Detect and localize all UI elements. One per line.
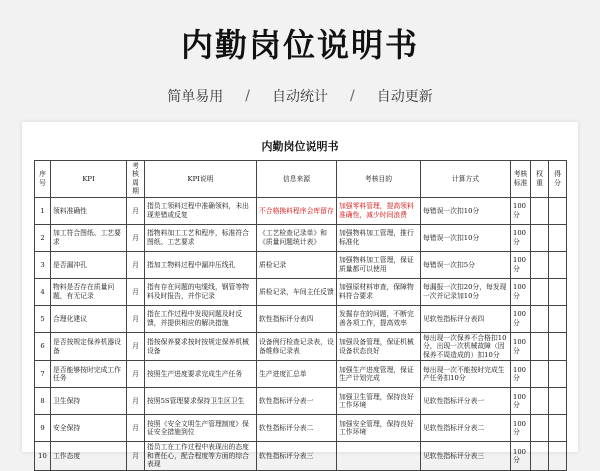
column-header: 权重 (531, 161, 549, 198)
kpi-standard: 100分 (511, 278, 531, 305)
row-number: 4 (35, 278, 51, 305)
column-header: 考核周期 (127, 161, 145, 198)
kpi-table-body (35, 197, 567, 470)
kpi-cycle: 月 (127, 388, 145, 415)
kpi-name: 安全保持 (51, 415, 127, 442)
kpi-purpose: 加强原材料审查，保障物料符合要求 (337, 278, 421, 305)
kpi-purpose: 加强安全管理，保持良好工作环境 (337, 415, 421, 442)
tagline-item: 简单易用 (167, 89, 224, 105)
kpi-description: 指加工物料过程中漏冲压线孔 (145, 251, 257, 278)
info-source: 《工艺检查记录单》和《质量问题统计表》 (257, 224, 337, 251)
kpi-weight (531, 251, 549, 278)
kpi-purpose: 加强卫生管理，保持良好工作环境 (337, 388, 421, 415)
kpi-score (549, 332, 567, 360)
kpi-score (549, 251, 567, 278)
kpi-name: 是否能够按时完成工作任务 (51, 361, 127, 388)
kpi-cycle: 月 (127, 224, 145, 251)
column-header: KPI (51, 161, 127, 198)
info-source: 软性指标评分表三 (257, 442, 337, 470)
calc-method: 每出现一次保养不合格扣10分，出现一次机械故障（因保养不周造成的）扣10分 (421, 332, 511, 360)
kpi-description: 按照《安全文明生产管理制度》保证安全措施到位 (145, 415, 257, 442)
column-header: 考核标准 (511, 161, 531, 198)
kpi-standard: 100分 (511, 361, 531, 388)
kpi-score (549, 361, 567, 388)
kpi-purpose: 加强生产进度管理，保证生产计划完成 (337, 361, 421, 388)
row-number: 2 (35, 224, 51, 251)
kpi-standard: 100分 (511, 305, 531, 332)
document-preview (22, 122, 578, 469)
kpi-description: 指有存在问题的电缆线，钢管等物料及时报告，并作记录 (145, 278, 257, 305)
row-number: 3 (35, 251, 51, 278)
kpi-weight (531, 415, 549, 442)
calc-method: 每错误一次扣10分 (421, 197, 511, 224)
kpi-score (549, 224, 567, 251)
hero-title: 内勤岗位说明书 (180, 26, 419, 64)
column-header: 得分 (549, 161, 567, 198)
row-number: 6 (35, 332, 51, 360)
table-row (35, 415, 567, 442)
calc-method: 见软性指标评分表一 (421, 388, 511, 415)
table-row (35, 197, 567, 224)
kpi-standard: 100分 (511, 442, 531, 470)
calc-method: 见软性指标评分表二 (421, 415, 511, 442)
kpi-cycle: 月 (127, 305, 145, 332)
kpi-standard: 100分 (511, 415, 531, 442)
info-source: 质检记录，车间主任反馈 (257, 278, 337, 305)
kpi-weight (531, 197, 549, 224)
tagline-item: 自动更新 (376, 89, 433, 105)
tagline-separator: / (245, 88, 250, 104)
kpi-purpose: 加强零料管理，提高领料准确性，减少时间浪费 (337, 197, 421, 224)
tagline-separator: / (350, 88, 355, 104)
table-row (35, 251, 567, 278)
kpi-cycle: 月 (127, 278, 145, 305)
column-header: 计算方式 (421, 161, 511, 198)
tagline (0, 86, 600, 106)
kpi-weight (531, 388, 549, 415)
column-header: 序号 (35, 161, 51, 198)
column-header: 信息来源 (257, 161, 337, 198)
kpi-purpose: 加强物料加工管理，推行标准化 (337, 224, 421, 251)
row-number: 10 (35, 442, 51, 470)
info-source: 质检记录 (257, 251, 337, 278)
kpi-description: 按照生产进度要求完成生产任务 (145, 361, 257, 388)
kpi-weight (531, 361, 549, 388)
kpi-name: 合理化建议 (51, 305, 127, 332)
kpi-purpose: 加强设备管理，保证机械设备状态良好 (337, 332, 421, 360)
kpi-table (34, 160, 567, 471)
kpi-description: 指在工作过程中发现问题及时反馈，并提供相应的解决措施 (145, 305, 257, 332)
kpi-purpose (337, 442, 421, 470)
kpi-description: 指员工领料过程中准确领料，未出现差错或反复 (145, 197, 257, 224)
kpi-weight (531, 332, 549, 360)
kpi-cycle: 月 (127, 442, 145, 470)
kpi-name: 领料准确性 (51, 197, 127, 224)
table-row (35, 442, 567, 470)
kpi-score (549, 278, 567, 305)
kpi-name: 物料是否存在质量问题，有无记录 (51, 278, 127, 305)
column-header: 考核目的 (337, 161, 421, 198)
kpi-weight (531, 442, 549, 470)
calc-method: 见软性指标评分表四 (421, 305, 511, 332)
row-number: 7 (35, 361, 51, 388)
kpi-description: 指物料加工工艺和程序，标准符合图纸、工艺要求 (145, 224, 257, 251)
row-number: 5 (35, 305, 51, 332)
kpi-standard: 100分 (511, 251, 531, 278)
kpi-score (549, 388, 567, 415)
info-source: 软性指标评分表一 (257, 388, 337, 415)
kpi-weight (531, 305, 549, 332)
kpi-purpose: 加强物料加工管理，保证质量都可以使用 (337, 251, 421, 278)
calc-method: 每出现一次不能按时完成生产任务扣10分 (421, 361, 511, 388)
row-number: 1 (35, 197, 51, 224)
kpi-name: 卫生保持 (51, 388, 127, 415)
table-row (35, 361, 567, 388)
kpi-description: 按照5S管理要求保持卫生区卫生 (145, 388, 257, 415)
info-source: 不合格换料程序会库留存 (257, 197, 337, 224)
document-title: 内勤岗位说明书 (261, 140, 339, 153)
kpi-description: 指按保养要求按时按规定保养机械设备 (145, 332, 257, 360)
kpi-score (549, 442, 567, 470)
kpi-score (549, 415, 567, 442)
kpi-description: 指员工在工作过程中表现出的态度和責任心，配合程度等方面的综合表现 (145, 442, 257, 470)
kpi-standard: 100分 (511, 197, 531, 224)
kpi-standard: 100分 (511, 388, 531, 415)
kpi-standard: 100分 (511, 224, 531, 251)
row-number: 8 (35, 388, 51, 415)
table-row (35, 332, 567, 360)
calc-method: 每错误一次扣5分 (421, 251, 511, 278)
kpi-cycle: 月 (127, 415, 145, 442)
table-row (35, 388, 567, 415)
kpi-purpose: 发掘存在的问题，不断完善各项工作，提高效率 (337, 305, 421, 332)
info-source: 软性指标评分表四 (257, 305, 337, 332)
info-source: 软性指标评分表二 (257, 415, 337, 442)
kpi-cycle: 月 (127, 251, 145, 278)
kpi-cycle: 月 (127, 361, 145, 388)
kpi-score (549, 305, 567, 332)
info-source: 生产进度汇总单 (257, 361, 337, 388)
kpi-name: 是否按规定保养机器设备 (51, 332, 127, 360)
table-row (35, 224, 567, 251)
calc-method: 每漏报一次扣20分，每发现一次并记录加10分 (421, 278, 511, 305)
kpi-name: 工作态度 (51, 442, 127, 470)
kpi-weight (531, 224, 549, 251)
row-number: 9 (35, 415, 51, 442)
kpi-name: 是否漏冲孔 (51, 251, 127, 278)
kpi-cycle: 月 (127, 197, 145, 224)
tagline-item: 自动统计 (272, 89, 328, 105)
kpi-standard: 100分 (511, 332, 531, 360)
table-row (35, 278, 567, 305)
column-header: KPI说明 (145, 161, 257, 198)
calc-method: 见软性指标评分表三 (421, 442, 511, 470)
calc-method: 每错误一次扣10分 (421, 224, 511, 251)
table-header-row (35, 161, 567, 198)
kpi-name: 加工符合图纸、工艺要求 (51, 224, 127, 251)
kpi-cycle: 月 (127, 332, 145, 360)
kpi-score (549, 197, 567, 224)
kpi-weight (531, 278, 549, 305)
table-row (35, 305, 567, 332)
info-source: 设备例行检查记录表，设备维修记录表 (257, 332, 337, 360)
